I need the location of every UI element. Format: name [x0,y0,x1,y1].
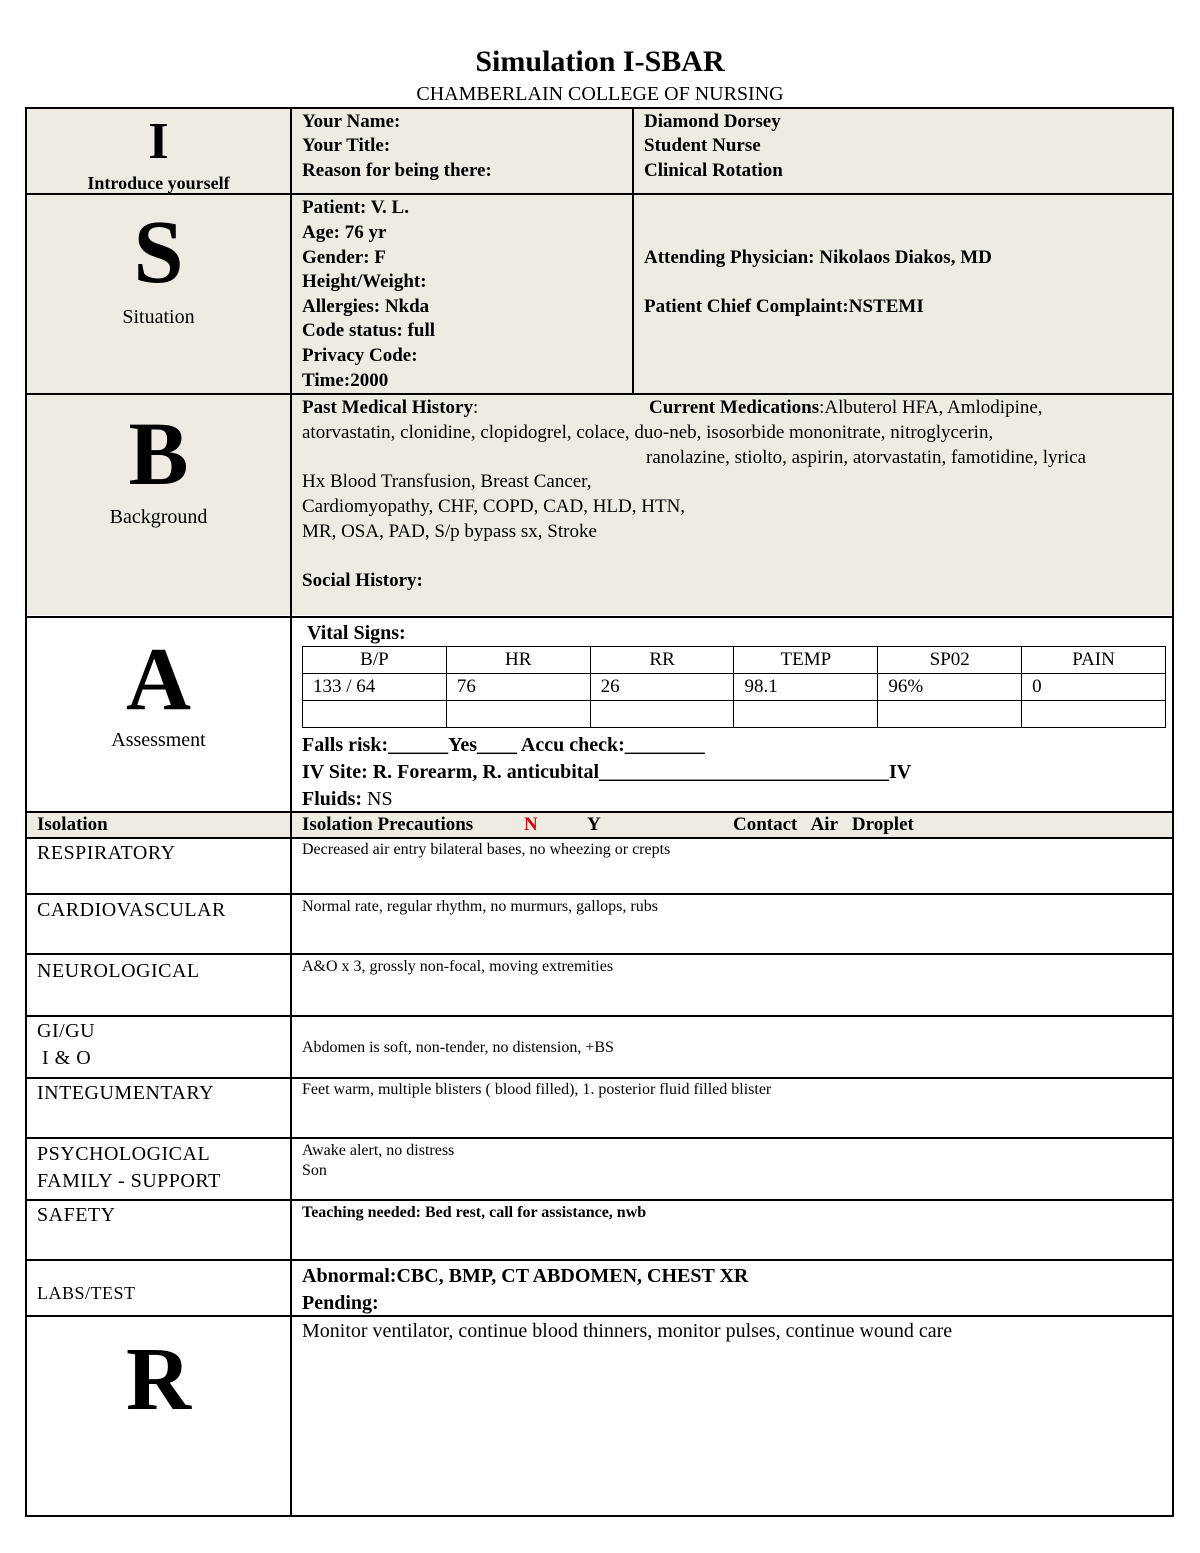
vitals-header-row [303,647,1166,674]
situation-line: Allergies: Nkda [302,296,430,317]
vitals-header: B/P [303,647,447,674]
situation-line: Time:2000 [302,370,389,391]
table-border [26,393,1174,395]
chief-complaint [644,295,924,320]
fluids-label: Fluids: [302,788,363,810]
table-border [26,107,1174,109]
table-border [26,953,1174,955]
safety-text: Teaching needed: Bed rest, call for assistance, nwb [302,1204,647,1221]
vitals-value: 26 [590,674,734,701]
iv-site-line: IV Site: R. Forearm, R. anticubital_____________________________IV [302,761,912,783]
table-border [26,1077,1174,1079]
meds-heading: Current Medications:Albuterol HFA, Amlodipine, [649,397,1043,418]
integumentary-label: INTEGUMENTARY [37,1082,215,1104]
psychological-label: PSYCHOLOGICAL [37,1143,211,1165]
meds-label: Current Medications [649,397,820,418]
pmh-label: Past Medical History [302,397,473,418]
respiratory-label: RESPIRATORY [37,842,176,864]
vitals-header: HR [446,647,590,674]
labs-label: LABS/TEST [37,1283,136,1303]
vitals-value: 133 / 64 [303,674,447,701]
letter-b: B [128,405,189,504]
page-subtitle: CHAMBERLAIN COLLEGE OF NURSING [416,83,784,105]
pmh-line: Hx Blood Transfusion, Breast Cancer, [302,471,592,492]
situation-line: Age: 76 yr [302,222,387,243]
isolation-n: N [524,814,538,835]
vital-signs-label: Vital Signs: [307,622,406,644]
vitals-empty-cell [878,701,1022,728]
cardiovascular-text: Normal rate, regular rhythm, no murmurs, gallops, rubs [302,898,658,915]
letter-a: A [126,630,191,729]
vitals-empty-row [303,701,1166,728]
your-title-value: Student Nurse [644,135,761,156]
meds-line: atorvastatin, clonidine, clopidogrel, colace, duo-neb, isosorbide mononitrate, nitroglycerin, [302,422,994,443]
family-support-label: FAMILY - SUPPORT [37,1170,221,1192]
vitals-value: 96% [878,674,1022,701]
gigu-label: GI/GU [37,1020,96,1042]
letter-r: R [126,1330,191,1429]
vitals-empty-cell [1022,701,1166,728]
introduce-label: Introduce yourself [87,173,230,193]
table-border [26,1137,1174,1139]
situation-line: Privacy Code: [302,345,418,366]
neurological-text: A&O x 3, grossly non-focal, moving extremities [302,958,614,975]
vitals-header: TEMP [734,647,878,674]
isolation-options: Contact Air Droplet [733,814,914,835]
letter-i: I [148,113,169,170]
vitals-empty-cell [590,701,734,728]
isolation-precautions-label: Isolation Precautions [302,814,474,835]
vitals-empty-cell [303,701,447,728]
situation-line: Code status: full [302,320,436,341]
vitals-empty-cell [446,701,590,728]
reason-label: Reason for being there: [302,160,492,181]
gigu-text: Abdomen is soft, non-tender, no distension, +BS [302,1039,614,1056]
fluids-line [302,787,393,812]
your-name-label: Your Name: [302,111,401,132]
pmh-line: Cardiomyopathy, CHF, COPD, CAD, HLD, HTN, [302,496,686,517]
meds-line: ranolazine, stiolto, aspirin, atorvastatin, famotidine, lyrica [646,447,1087,468]
psychological-text-2: Son [302,1162,327,1179]
table-border [1172,107,1174,1517]
cardiovascular-label: CARDIOVASCULAR [37,899,226,921]
labs-pending: Pending: [302,1292,379,1314]
falls-risk-line: Falls risk:______Yes____ Accu check:________ [302,734,705,756]
isolation-y: Y [587,814,601,835]
vitals-header: SP02 [878,647,1022,674]
vital-signs-table [302,646,1166,728]
situation-line: Gender: F [302,247,386,268]
situation-line: Height/Weight: [302,271,427,292]
attending-physician: Attending Physician: Nikolaos Diakos, MD [644,247,992,268]
neurological-label: NEUROLOGICAL [37,960,200,982]
meds-line: Albuterol HFA, Amlodipine, [824,397,1043,418]
situation-label: Situation [122,306,195,328]
psychological-text: Awake alert, no distress [302,1142,455,1159]
assessment-label: Assessment [111,729,206,751]
recommendation-text: Monitor ventilator, continue blood thinners, monitor pulses, continue wound care [302,1320,953,1342]
labs-abnormal: Abnormal:CBC, BMP, CT ABDOMEN, CHEST XR [302,1265,749,1287]
io-label: I & O [42,1047,92,1069]
table-border [290,107,292,1517]
your-title-label: Your Title: [302,135,391,156]
vitals-header: PAIN [1022,647,1166,674]
chief-complaint-label: Patient Chief Complaint: [644,296,849,317]
isolation-label: Isolation [37,814,108,835]
vitals-empty-cell [734,701,878,728]
integumentary-text: Feet warm, multiple blisters ( blood filled), 1. posterior fluid filled blister [302,1081,772,1098]
pmh-line: MR, OSA, PAD, S/p bypass sx, Stroke [302,521,597,542]
vitals-value: 76 [446,674,590,701]
vitals-value-row [303,674,1166,701]
table-border [26,1259,1174,1261]
situation-line: Patient: V. L. [302,197,409,218]
vitals-value: 0 [1022,674,1166,701]
table-border [26,1315,1174,1317]
table-border [26,1015,1174,1017]
chief-complaint-value: NSTEMI [848,296,924,317]
table-border [26,1515,1174,1517]
reason-value: Clinical Rotation [644,160,783,181]
table-border [632,107,634,395]
letter-s: S [133,203,184,302]
table-border [26,616,1174,618]
table-border [26,1199,1174,1201]
background-label: Background [109,506,208,528]
page-title: Simulation I-SBAR [475,45,725,78]
vitals-header: RR [590,647,734,674]
fluids-value: NS [367,788,393,810]
respiratory-text: Decreased air entry bilateral bases, no wheezing or crepts [302,841,671,858]
your-name-value: Diamond Dorsey [644,111,781,132]
vitals-value: 98.1 [734,674,878,701]
table-border [26,893,1174,895]
social-history-label: Social History: [302,570,423,591]
pmh-heading: Past Medical History: [302,397,479,418]
safety-label: SAFETY [37,1204,116,1226]
